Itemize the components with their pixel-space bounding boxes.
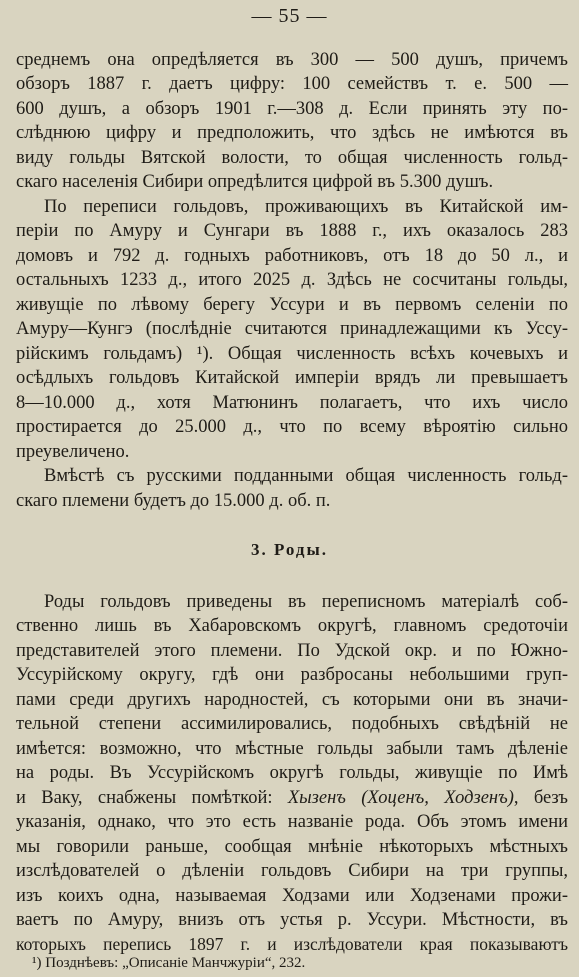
text-line: остальныхъ 1233 д., итого 2025 д. Здѣсь не сосчитаны гольды, — [16, 270, 568, 290]
text-line: рійскимъ гольдамъ) ¹). Общая численность всѣхъ кочевыхъ и — [16, 344, 568, 364]
text-line: представителей этого племени. По Удской окр. и по Южно- — [16, 641, 568, 661]
text-line: 600 душъ, а обзоръ 1901 г.—308 д. Если принять эту по- — [16, 99, 568, 119]
text-line: слѣднюю цифру и предположить, что здѣсь не имѣются въ — [16, 123, 568, 143]
text-line: Уссурійскому округу, гдѣ они разбросаны небольшими груп- — [16, 665, 568, 685]
text-line: преувеличено. — [16, 442, 130, 462]
italic-term: Хызенъ (Хоценъ, Ходзенъ) — [287, 788, 514, 808]
text-line: среднемъ она опредѣляется въ 300 — 500 душъ, причемъ — [16, 50, 568, 70]
text-line: пами среди другихъ народностей, съ которыми они въ значи- — [16, 690, 568, 710]
text-line: мы говорили раньше, сообщая мнѣніе нѣкоторыхъ мѣстныхъ — [16, 837, 568, 857]
text-line: По переписи гольдовъ, проживающихъ въ Китайской им- — [44, 197, 568, 217]
text-fragment: , безъ — [513, 788, 568, 808]
text-line: ственно лишь въ Хабаровскомъ округѣ, главномъ средоточіи — [16, 616, 568, 636]
text-line: домовъ и 792 д. годныхъ работниковъ, отъ 18 до 50 л., и — [16, 246, 568, 266]
text-line-with-italic — [16, 786, 568, 810]
page-number: — 55 — — [251, 5, 328, 27]
text-line: скаго племени будетъ до 15.000 д. об. п. — [16, 491, 331, 511]
text-line: ваетъ по Амуру, внизъ отъ устья р. Уссури. Мѣстности, въ — [16, 910, 568, 930]
text-line: которыхъ перепись 1897 г. и изслѣдователи края показываютъ — [16, 934, 568, 954]
text-line: осѣдлыхъ гольдовъ Китайской имперіи врядъ ли превышаетъ — [16, 368, 568, 388]
text-line: на роды. Въ Уссурійскомъ округѣ гольды, живущіе по Имѣ — [16, 763, 568, 783]
text-line: живущіе по лѣвому берегу Уссури и въ первомъ селеніи по — [16, 295, 568, 315]
text-line: тельной степени ассимилировались, подобныхъ свѣдѣній не — [16, 714, 568, 734]
text-line: Вмѣстѣ съ русскими подданными общая численность гольд- — [44, 466, 568, 486]
text-line: изслѣдователей о дѣленіи гольдовъ Сибири на три группы, — [16, 861, 568, 881]
text-line: изъ коихъ одна, называемая Ходзами или Ходзенами прожи- — [16, 886, 568, 906]
text-line: періи по Амуру и Сунгари въ 1888 г., ихъ оказалось 283 — [16, 221, 568, 241]
footnote: ¹) Позднѣевъ: „Описаніе Манчжуріи“, 232. — [32, 955, 306, 971]
text-line: обзоръ 1887 г. даетъ цифру: 100 семействъ т. е. 500 — — [16, 74, 568, 94]
text-line: Амуру—Кунгэ (послѣдніе считаются принадлежащими къ Уссу- — [16, 319, 568, 339]
text-line: 8—10.000 д., хотя Матюнинъ полагаетъ, что ихъ число — [16, 393, 568, 413]
text-line: имѣется: возможно, что мѣстные гольды забыли тамъ дѣленіе — [16, 739, 568, 759]
text-line: указанія, однако, что это есть названіе рода. Объ этомъ имени — [16, 812, 568, 832]
text-line: виду гольды Вятской волости, то общая численность гольд- — [16, 148, 568, 168]
text-line: простирается до 25.000 д., что по всему вѣроятію сильно — [16, 417, 568, 437]
text-line: Роды гольдовъ приведены въ переписномъ матеріалѣ соб- — [44, 592, 568, 612]
section-heading: 3. Роды. — [250, 540, 329, 559]
text-fragment: и Ваку, снабжены помѣткой: — [16, 788, 288, 808]
text-line: скаго населенія Сибири опредѣлится цифрой въ 5.300 душъ. — [16, 172, 494, 192]
